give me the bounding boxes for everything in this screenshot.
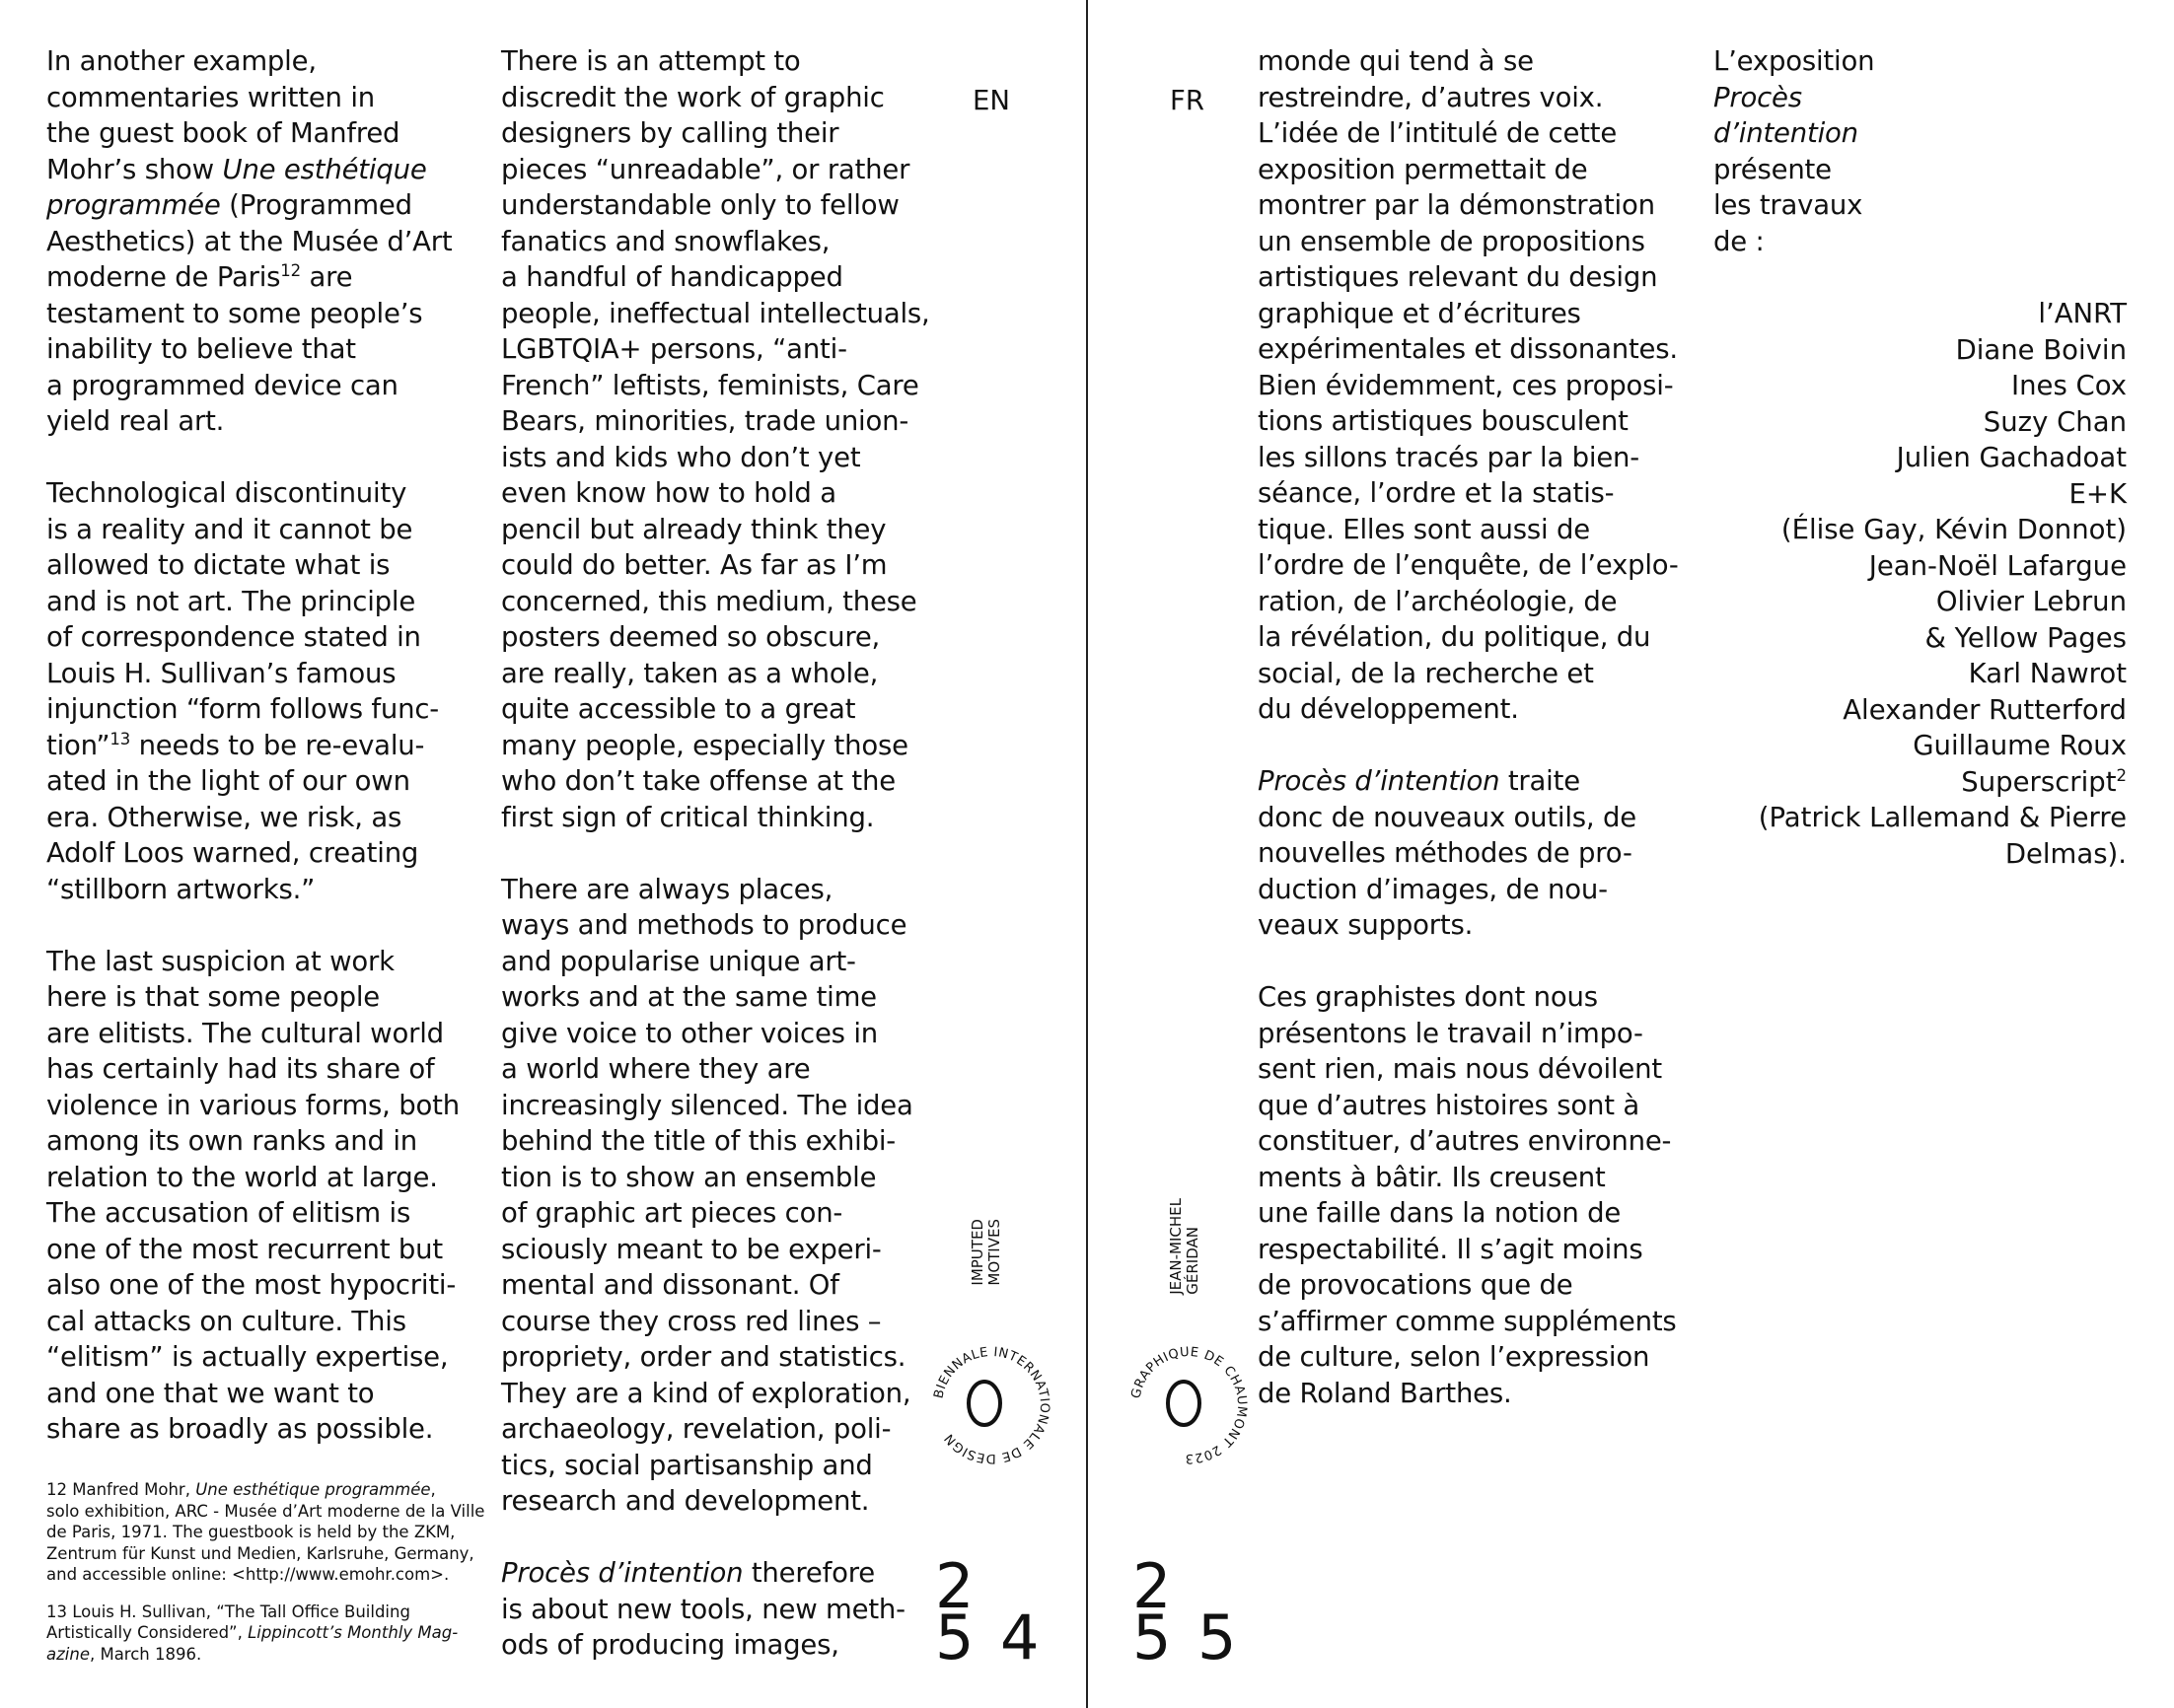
- paragraph: In another example, commentaries written in the guest book of Manfred Mohr’s show Une esthétique programmée (Programmed Aesthetics) at the Musée d’Art moderne de Paris$^{12}$ are testament to some people’s inability to believe that a programmed device can yield real art.: [46, 45, 453, 437]
- left-page-column-1: [46, 43, 461, 1483]
- logo-text: BIENNALE INTERNATIONALE DE DESIGN: [931, 1344, 1052, 1466]
- list-item: Julien Gachadoat: [1896, 442, 2127, 473]
- logo-mark: [969, 1382, 1000, 1425]
- chaumont-logo: [1124, 1341, 1253, 1469]
- paragraph: monde qui tend à se restreindre, d’autres voix. L’idée de l’intitulé de cette exposition permettait de montrer par la démonstration un ensemble de propositions artistiques relevant du design graphique et d’écritures expérimentales et dissonantes. Bien évidemment, ces proposi- tions artistiques bousculent les sillons tracés par la bien- séance, l’ordre et la statis- tique. Elles sont aussi de l’ordre de l’enquête, de l’explo- ration, de l’archéologie, de la révélation, du politique, du social, de la recherche et du développement.: [1258, 45, 1679, 725]
- paragraph: Ces graphistes dont nous présentons le travail n’impo- sent rien, mais nous dévoilent que d’autres histoires sont à constituer, d’autres environne- ments à bâtir. Ils creusent une faille dans la notion de respectabilité. Il s’agit moins de provocations que de s’affirmer comme suppléments de culture, selon l’expression de Roland Barthes.: [1258, 981, 1677, 1409]
- list-item: Olivier Lebrun: [1935, 586, 2127, 617]
- paragraph: L’exposition Procès d’intention présente les travaux de :: [1713, 45, 1875, 257]
- biennale-logo: [927, 1341, 1055, 1469]
- list-item: Superscript$^2$: [1961, 765, 2127, 798]
- list-item: E+K: [2068, 477, 2127, 510]
- list-item: l’ANRT: [2038, 298, 2127, 329]
- list-item: Ines Cox: [2011, 370, 2127, 401]
- list-item: Diane Boivin: [1955, 333, 2127, 366]
- list-item: Alexander Rutterford: [1843, 693, 2127, 726]
- list-item: & Yellow Pages: [1924, 621, 2127, 654]
- list-item: Guillaume Roux: [1913, 730, 2127, 761]
- footnotes: [46, 1479, 485, 1680]
- paragraph: Technological discontinuity is a reality and it cannot be allowed to dictate what is and is not art. The principle of correspondence stated in Louis H. Sullivan’s famous injunction “form follows func- tion”$^{13}$ needs to be re-evalu- ated in the light of our own era. Otherwise, we risk, as Adolf Loos warned, creating “stillborn artworks.”: [46, 477, 439, 905]
- language-label-en: EN: [973, 85, 1010, 116]
- artist-list: [1712, 296, 2127, 872]
- right-page-column-2-intro: [1713, 43, 1911, 296]
- running-title: IMPUTED MOTIVES: [969, 1219, 1003, 1286]
- left-page-column-2: [501, 43, 930, 1699]
- footnote-ref: 13: [109, 729, 131, 748]
- list-item: Jean-Noël Lafargue: [1868, 549, 2127, 582]
- list-item: Karl Nawrot: [1968, 658, 2127, 689]
- paragraph: There are always places, ways and methods to produce and popularise unique art- works and at the same time give voice to other voices in a world where they are increasingly silenced. The idea behind the title of this exhibi- tion is to show an ensemble of graphic art pieces con- sciously meant to be experi- mental and dissonant. Of course they cross red lines – propriety, order and statistics. They are a kind of exploration, archaeology, revelation, poli- tics, social partisanship and research and development.: [501, 873, 913, 1517]
- paragraph: There is an attempt to discredit the work of graphic designers by calling their pieces “unreadable”, or rather understandable only to fellow fanatics and snowflakes, a handful of handicapped people, ineffectual intellectuals, LGBTQIA+ persons, “anti- French” leftists, feminists, Care Bears, minorities, trade union- ists and kids who don’t yet even know how to hold a pencil but already think they could do better. As far as I’m concerned, this medium, these posters deemed so obscure, are really, taken as a whole, quite accessible to a great many people, especially those who don’t take offense at the first sign of critical thinking.: [501, 45, 930, 833]
- logo-text: GRAPHIQUE DE CHAUMONT 2023: [1128, 1344, 1250, 1466]
- list-item: Delmas).: [2004, 837, 2127, 870]
- paragraph: Procès d’intention traite donc de nouveaux outils, de nouvelles méthodes de pro- duction d’images, de nou- veaux supports.: [1258, 765, 1636, 941]
- paragraph: Procès d’intention therefore is about new tools, new meth- ods of producing images,: [501, 1557, 906, 1661]
- paragraph: The last suspicion at work here is that some people are elitists. The cultural world has certainly had its share of violence in various forms, both among its own ranks and in relation to the world at large. The accusation of elitism is one of the most recurrent but also one of the most hypocriti- cal attacks on culture. This “elitism” is actually expertise, and one that we want to share as broadly as possible.: [46, 945, 460, 1445]
- page-gutter: [1086, 0, 1088, 1708]
- footnote-13: 13 Louis H. Sullivan, “The Tall Office Building Artistically Considered”, Lippincott’s Monthly Mag- azine, March 1896.: [46, 1601, 459, 1664]
- footnote-12: 12 Manfred Mohr, Une esthétique programmée, solo exhibition, ARC - Musée d’Art moderne de la Ville de Paris, 1971. The guestbook is held by the ZKM, Zentrum für Kunst und Medien, Karlsruhe, Germany, and accessible online: <http://www.emohr.com>.: [46, 1480, 485, 1584]
- list-item: (Patrick Lallemand & Pierre: [1758, 802, 2127, 833]
- logo-mark: [1168, 1382, 1199, 1425]
- right-page-column-1: [1258, 43, 1692, 1448]
- list-item: (Élise Gay, Kévin Donnot): [1780, 514, 2127, 545]
- book-spread: In another example, commentaries written in the guest book of Manfred Mohr’s show Une esthétique programmée (Programmed Aesthetics) at the Musée d’Art moderne de Paris$^{12}$ are testament to some people’s inability to believe that a programmed device can yield real art. Technological discontinuity is a reality and it cannot be allowed to dictate what is and is not art. The principle of correspondence stated in Louis H. Sullivan’s famous injunction “form follows func- tion”$^{13}$ needs to be re-evalu- ated in the light of our own era. Otherwise, we risk, as Adolf Loos warned, creating “stillborn artworks.” The last suspicion at work here is that some people are elitists. The cultural world has certainly had its share of violence in various forms, both among its own ranks and in relation to the world at large. The accusation of elitism is one of the most recurrent but also one of the most hypocriti- cal attacks on culture. This “elitism” is actually expertise, and one that we want to share as broadly as possible. 12 Manfred Mohr, Une esthétique programmée, solo exhibition, ARC - Musée d’Art moderne de la Ville de Paris, 1971. The guestbook is held by the ZKM, Zentrum für Kunst und Medien, Karlsruhe, Germany, and accessible online: <http://www.emohr.com>. 13 Louis H. Sullivan, “The Tall Office Building Artistically Considered”, Lippincott’s Monthly Mag- azine, March 1896. There is an attempt to discredit the work of graphic designers by calling their pieces “unreadable”, or rather understandable only to fellow fanatics and snowflakes, a handful of handicapped people, ineffectual intellectuals, LGBTQIA+ persons, “anti- French” leftists, feminists, Care Bears, minorities, trade union- ists and kids who don’t yet even know how to hold a pencil but already think they could do better. As far as I’m concerned, this medium, these posters deemed so obscure, are really, taken as a whole, quite accessible to a great many people, especially those who don’t take offense at the first sign of critical thinking. There are always places, ways and methods to produce and popularise unique art- works and at the same time give voice to other voices in a world where they are increasingly silenced. The idea behind the title of this exhibi- tion is to show an ensemble of graphic art pieces con- sciously meant to be experi- mental and dissonant. Of course they cross red lines – propriety, order and statistics. They are a kind of exploration, archaeology, revelation, poli- tics, social partisanship and research and development. Procès d’intention therefore is about new tools, new meth- ods of producing images, EN IMPUTED MOTIVES BIENNALE INTERNATIONALE DE DESIGN 2 5 4 FR JEAN-MICHEL GÉRIDAN GRAPHIQUE DE CHAUMONT 2023 2 5 5 monde qui tend à se restreindre, d’autres voix. L’idée de l’intitulé de cette exposition permettait de montrer par la démonstration un ensemble de propositions artistiques relevant du design graphique et d’écritures expérimentales et dissonantes. Bien évidemment, ces proposi- tions artistiques bousculent les sillons tracés par la bien- séance, l’ordre et la statis- tique. Elles sont aussi de l’ordre de l’enquête, de l’explo- ration, de l’archéologie, de la révélation, du politique, du social, de la recherche et du développement. Procès d’intention traite donc de nouveaux outils, de nouvelles méthodes de pro- duction d’images, de nou- veaux supports. Ces graphistes dont nous présentons le travail n’impo- sent rien, mais nous dévoilent que d’autres histoires sont à constituer, d’autres environne- ments à bâtir. Ils creusent une faille dans la notion de respectabilité. Il s’agit moins de provocations que de s’affirmer comme suppléments de culture, selon l’expression de Roland Barthes. L’exposition Procès d’intention présente les travaux de : l’ANRT Diane Boivin Ines Cox Suzy Chan Julien Gachadoat E+K (Élise Gay, Kévin Donnot) Jean-Noël Lafargue Olivier Lebrun & Yellow Pages Karl Nawrot Alexander Rutterford Guillaume Roux Superscript$^2$ (Patrick Lallemand & Pierre Delmas).: [0, 0, 2174, 1708]
- list-item: Suzy Chan: [1983, 405, 2127, 438]
- footnote-ref: 12: [280, 260, 301, 280]
- running-title: JEAN-MICHEL GÉRIDAN: [1167, 1198, 1201, 1295]
- language-label-fr: FR: [1170, 85, 1204, 116]
